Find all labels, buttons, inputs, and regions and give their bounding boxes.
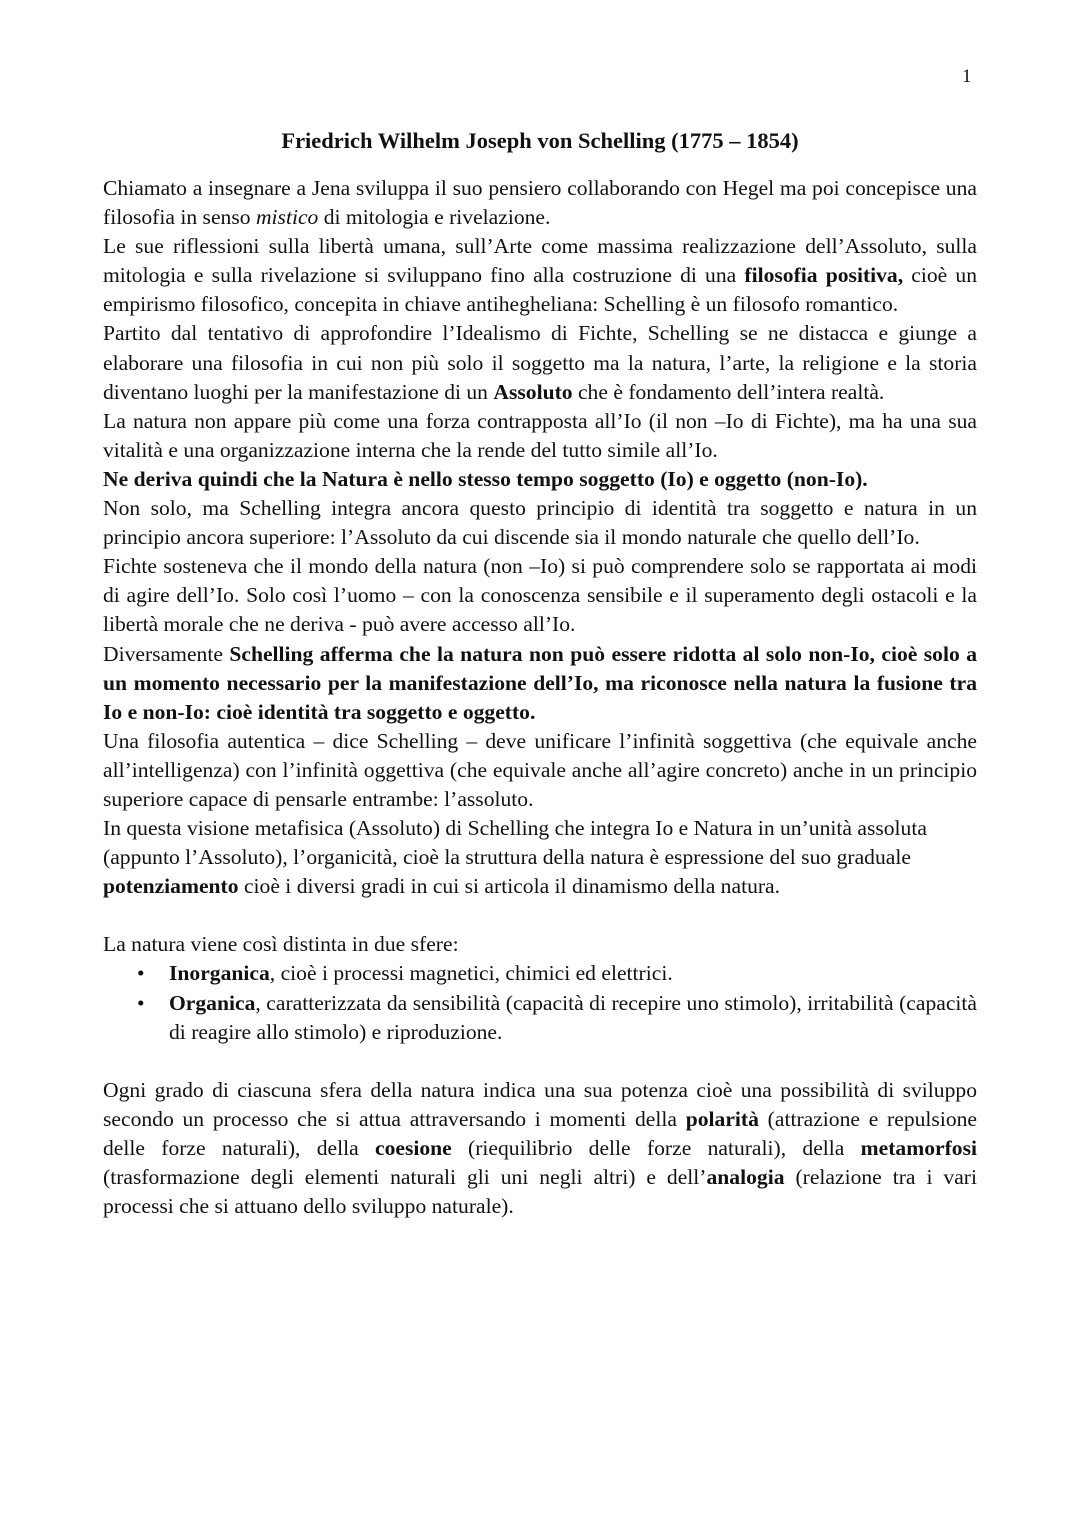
bullet-icon: • — [137, 961, 145, 986]
paragraph-key-statement: Ne deriva quindi che la Natura è nello stesso tempo soggetto (Io) e oggetto (non-Io). — [103, 466, 868, 491]
document-title: Friedrich Wilhelm Joseph von Schelling (1775 – 1854) — [281, 128, 799, 153]
term-filosofia-positiva: filosofia positiva, — [744, 263, 904, 288]
list-item: • Inorganica, cioè i processi magnetici, chimici ed elettrici. — [103, 959, 977, 988]
paragraph-fichte-view: Fichte sosteneva che il mondo della natura (non –Io) si può comprendere solo se rapportata ai modi di agire dell’Io. Solo così l’uomo – con la conoscenza sensibile e il superamento degli ostacoli e la libertà morale che ne deriva - può avere accesso all’Io. — [103, 554, 977, 637]
spheres-list — [103, 959, 977, 1046]
paragraph-two-spheres: La natura viene così distinta in due sfere: — [103, 932, 459, 957]
schelling-thesis: Schelling afferma che la natura non può essere ridotta al solo non-Io, cioè solo a un momento necessario per la manifestazione dell’Io, ma riconosce nella natura la fusione tra Io e non-Io: cioè identità tra soggetto e oggetto. — [103, 641, 977, 724]
paragraph-nature-vitality: La natura non appare più come una forza contrapposta all’Io (il non –Io di Fichte), ma ha una sua vitalità e una organizzazione interna che la rende del tutto simile all’Io. — [103, 408, 977, 462]
paragraph-schelling-view: Diversamente Schelling afferma che la natura non può essere ridotta al solo non-Io, cioè solo a un momento necessario per la manifestazione dell’Io, ma riconosce nella natura la fusione tra Io e non-Io: cioè identità tra soggetto e oggetto. — [103, 641, 977, 724]
paragraph-reflections: Le sue riflessioni sulla libertà umana, sull’Arte come massima realizzazione dell’Assoluto, sulla mitologia e sulla rivelazione si sviluppano fino alla costruzione di una filosofia positiva, cioè un empirismo filosofico, concepita in chiave antihegheliana: Schelling è un filosofo romantico. — [103, 234, 978, 317]
paragraph-authentic-philosophy: Una filosofia autentica – dice Schelling – deve unificare l’infinità soggettiva (che equivale anche all’intelligenza) con l’infinità oggettiva (che equivale anche all’agire concreto) anche in un principio superiore capace di pensarle entrambe: l’assoluto. — [103, 728, 977, 811]
paragraph-identity-principle: Non solo, ma Schelling integra ancora questo principio di identità tra soggetto e natura in un principio ancora superiore: l’Assoluto da cui discende sia il mondo naturale che quello dell’Io. — [103, 496, 977, 550]
paragraph-metaphysical-vision: In questa visione metafisica (Assoluto) di Schelling che integra Io e Natura in un’unità assoluta (appunto l’Assoluto), l’organicità, cioè la struttura della natura è espressione del suo graduale potenziamento cioè i diversi gradi in cui si articola il dinamismo della natura. — [103, 816, 927, 899]
term-potenziamento: potenziamento — [103, 874, 239, 899]
paragraph-intro: Chiamato a insegnare a Jena sviluppa il suo pensiero collaborando con Hegel ma poi concepisce una filosofia in senso mistico di mitologia e rivelazione. — [103, 176, 977, 230]
document-body — [103, 174, 977, 1221]
term-assoluto: Assoluto — [493, 379, 573, 404]
term-analogia: analogia — [706, 1165, 785, 1189]
paragraph-degrees-of-nature: Ogni grado di ciascuna sfera della natura indica una sua potenza cioè una possibilità di sviluppo secondo un processo che si attua attraversando i momenti della polarità (attrazione e repulsione delle forze naturali), della coesione (riequilibrio delle forze naturali), della metamorfosi (trasformazione degli elementi naturali gli uni negli altri) e dell’analogia (relazione tra i vari processi che si attuano dello sviluppo naturale). — [103, 1077, 977, 1219]
emphasis-mistico: mistico — [255, 205, 319, 230]
bullet-icon: • — [137, 990, 145, 1015]
term-coesione: coesione — [374, 1135, 452, 1160]
paragraph-fichte-idealism: Partito dal tentativo di approfondire l’Idealismo di Fichte, Schelling se ne distacca e giunge a elaborare una filosofia in cui non più solo il soggetto ma la natura, l’arte, la religione e la storia diventano luoghi per la manifestazione di un Assoluto che è fondamento dell’intera realtà. — [103, 321, 977, 404]
term-metamorfosi: metamorfosi — [860, 1135, 977, 1160]
list-item: • Organica, caratterizzata da sensibilità (capacità di recepire uno stimolo), irritabilità (capacità di reagire allo stimolo) e riproduzione. — [137, 990, 977, 1044]
term-polarita: polarità — [685, 1106, 759, 1131]
page-number: 1 — [962, 66, 972, 87]
